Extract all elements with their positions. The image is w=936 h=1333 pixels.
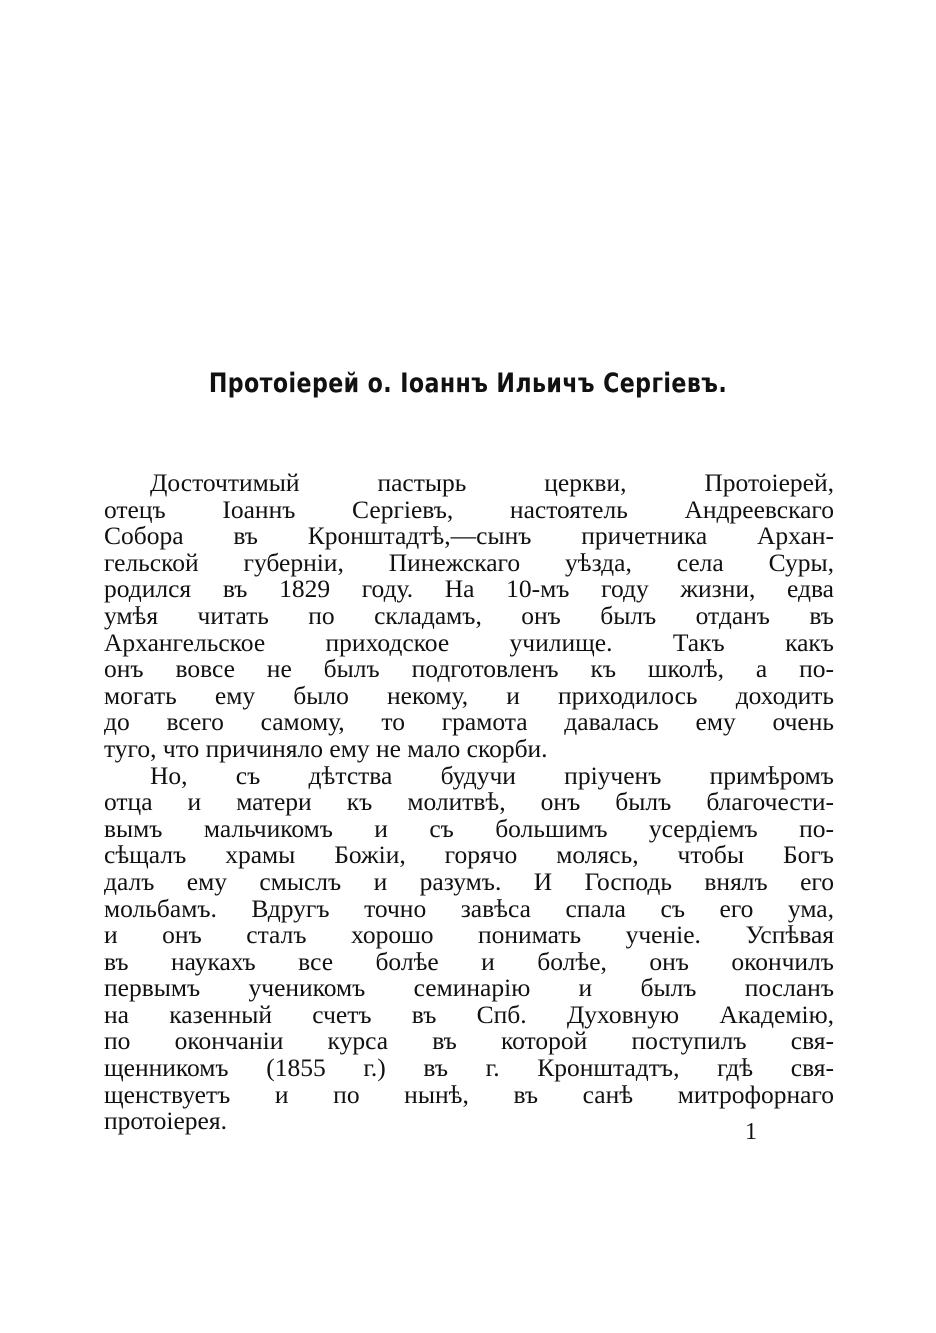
text-line: отца и матери къ молитвѣ, онъ былъ благочести- [104,787,834,817]
body-text [104,470,834,1135]
text-line: Но, съ дѣтства будучи пріученъ примѣромъ [150,760,834,790]
text-line: вымъ мальчикомъ и съ большимъ усердіемъ по- [104,813,834,843]
text-line: щенствуетъ и по нынѣ, въ санѣ митрофорнаго [104,1079,834,1109]
text-line: гельской губерніи, Пинежскаго уѣзда, села Суры, [104,547,834,577]
text-line: Собора въ Кронштадтѣ,—сынъ причетника Архан- [104,521,834,551]
text-line: родился въ 1829 году. На 10-мъ году жизни, едва [104,574,834,604]
text-line: онъ вовсе не былъ подготовленъ къ школѣ, а по- [104,654,834,684]
text-line: могать ему было некому, и приходилось доходить [104,680,834,710]
text-line: умѣя читать по складамъ, онъ былъ отданъ въ [104,600,834,630]
text-line: по окончаніи курса въ которой поступилъ свя- [104,1026,834,1056]
text-line: до всего самому, то грамота давалась ему очень [104,707,834,737]
text-line: мольбамъ. Вдругъ точно завѣса спала съ его ума, [104,893,834,923]
text-line: щенникомъ (1855 г.) въ г. Кронштадтъ, гдѣ свя- [104,1053,834,1083]
text-line: туго, что причиняло ему не мало скорби. [104,733,548,763]
page-title: Протоіерей о. Іоаннъ Ильичъ Сергіевъ. [208,368,728,399]
text-line: на казенный счетъ въ Спб. Духовную Академію, [104,999,834,1029]
text-line: отецъ Іоаннъ Сергіевъ, настоятель Андреевскаго [104,494,834,524]
text-line: Архангельское приходское училище. Такъ какъ [104,627,834,657]
text-line: протоіерея. [104,1106,227,1136]
text-line: въ наукахъ все болѣе и болѣе, онъ окончилъ [104,946,834,976]
text-line: Досточтимый пастырь церкви, Протоіерей, [150,468,834,497]
page-number: 1 [745,1119,757,1145]
text-line: первымъ ученикомъ семинарію и былъ посланъ [104,973,834,1003]
text-line: сѣщалъ храмы Божіи, горячо молясь, чтобы Богъ [104,840,834,870]
text-line: далъ ему смыслъ и разумъ. И Господь внялъ его [104,866,834,896]
text-line: и онъ сталъ хорошо понимать ученіе. Успѣвая [104,920,834,950]
